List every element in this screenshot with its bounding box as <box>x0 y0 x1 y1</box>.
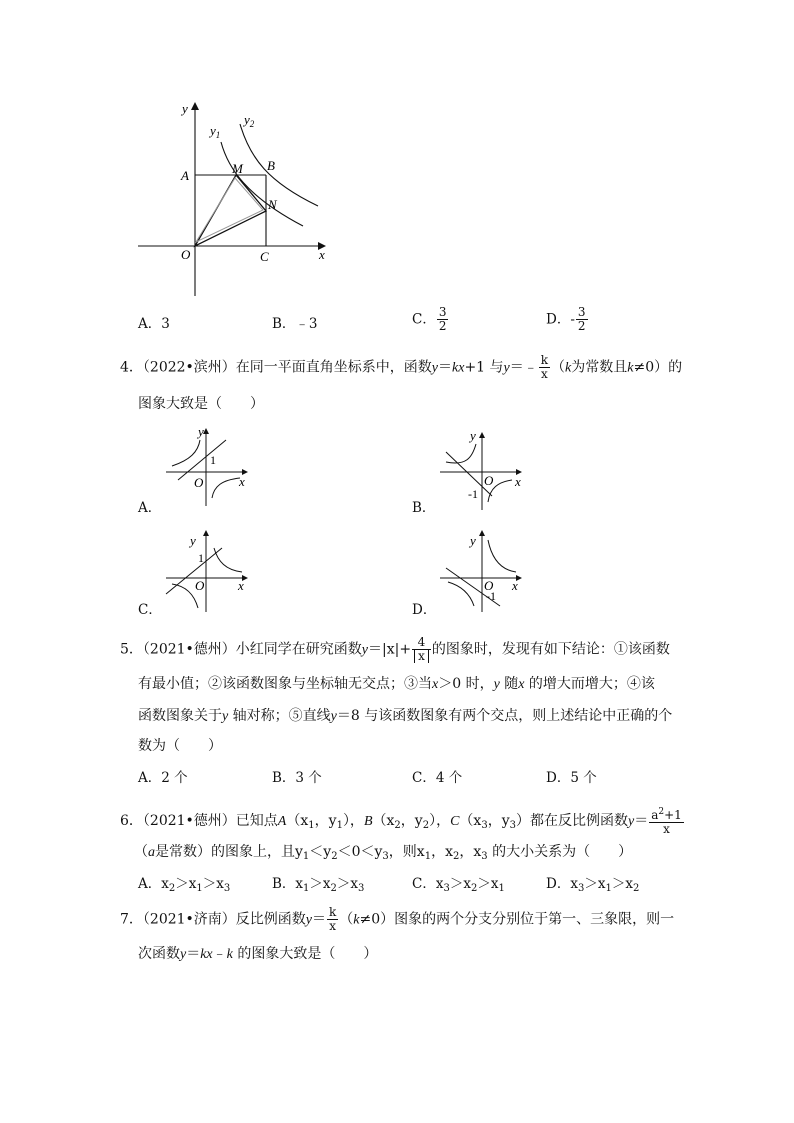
label-C: C <box>260 249 269 264</box>
svg-text:O: O <box>484 578 494 593</box>
svg-text:y: y <box>470 533 476 548</box>
q6-option-c[interactable]: C．$x_3>x_2>x_1$ <box>412 876 505 894</box>
q4-stem-line1: 4．（2022•滨州）在同一平面直角坐标系中，函数y＝kx+1 与y＝﹣ $\frac{k}{x}$ （k为常数且k≠0）的 <box>120 353 683 381</box>
q6-option-d[interactable]: D．$x_3>x_1>x_2$ <box>546 876 640 894</box>
svg-text:x: x <box>515 474 521 489</box>
svg-text:x: x <box>238 578 244 593</box>
svg-text:y: y <box>198 424 204 439</box>
q4-option-b-label[interactable]: B． <box>412 500 436 516</box>
q4-stem-line2: 图象大致是（ ） <box>138 396 264 412</box>
q7-stem-line1: 7．（2021•济南）反比例函数y＝ $\frac{k}{x}$ （k≠0）图象的两个分支分别位于第一、三象限，则一 <box>120 905 675 933</box>
q3-option-c[interactable]: C． $\frac{3}{2}$ <box>412 305 447 333</box>
q5-stem-line3: 函数图象关于y 轴对称；⑤直线y＝8 与该函数图象有两个交点，则上述结论中正确的个 <box>138 708 673 724</box>
svg-text:O: O <box>195 578 205 593</box>
q3-option-d[interactable]: D．- $\frac{3}{2}$ <box>546 305 586 333</box>
label-x: x <box>319 247 325 262</box>
label-O: O <box>181 247 191 262</box>
q4-graph-c[interactable] <box>166 534 246 612</box>
svg-text:O: O <box>194 475 204 490</box>
q5-stem-line1: 5．（2021•德州）小红同学在研究函数y＝|x|+ $\frac{4}{x}$ 的图象时，发现有如下结论：①该函数 <box>120 635 670 663</box>
q4-option-d-label[interactable]: D． <box>412 602 437 618</box>
q4-option-c-label[interactable]: C． <box>138 602 162 618</box>
q5-option-c[interactable]: C．4 个 <box>412 770 463 786</box>
q5-option-a[interactable]: A．2 个 <box>138 770 188 786</box>
q5-stem-line2: 有最小值；②该函数图象与坐标轴无交点；③当x＞0 时，y 随x 的增大而增大；④该 <box>138 676 655 692</box>
label-M: M <box>232 161 243 176</box>
q6-option-a[interactable]: A．$x_2>x_1>x_3$ <box>138 876 231 894</box>
q6-option-b[interactable]: B．$x_1>x_2>x_3$ <box>272 876 365 894</box>
q3-option-a[interactable]: A．3 <box>138 316 170 332</box>
svg-text:1: 1 <box>210 453 216 467</box>
svg-text:x: x <box>239 474 245 489</box>
svg-text:y: y <box>190 533 196 548</box>
label-y: y <box>182 101 188 116</box>
label-B: B <box>267 158 275 173</box>
q6-stem-line2: （a是常数）的图象上，且$y_1<y_2<0<y_3$，则$x_1$，$x_2$，$x_3$ 的大小关系为（ ） <box>134 844 633 862</box>
q6-stem-line1: 6．（2021•德州）已知点$A(x_1$，$y_1$），$B(x_2$，$y_2$），$C(x_3$，$y_3$）都在反比例函数y＝ $\frac{a^2+1}{x}$ <box>120 807 682 836</box>
label-y1: $y_1$ <box>210 123 221 140</box>
label-y2: $y_2$ <box>244 112 255 129</box>
svg-text:y: y <box>470 428 476 443</box>
q4-graph-b[interactable] <box>440 436 520 510</box>
svg-text:1: 1 <box>198 551 204 565</box>
q4-graph-d[interactable] <box>440 534 520 612</box>
label-A: A <box>181 168 189 183</box>
svg-text:-1: -1 <box>486 589 496 603</box>
svg-text:O: O <box>484 473 494 488</box>
q5-option-b[interactable]: B．3 个 <box>272 770 322 786</box>
q4-option-a-label[interactable]: A． <box>138 500 162 516</box>
q5-option-d[interactable]: D．5 个 <box>546 770 597 786</box>
svg-text:x: x <box>512 578 518 593</box>
q3-option-b[interactable]: B．﹣3 <box>272 316 318 332</box>
q4-graph-a[interactable] <box>166 432 246 506</box>
svg-text:-1: -1 <box>468 487 478 501</box>
q7-stem-line2: 次函数y＝kx﹣k 的图象大致是（ ） <box>138 946 378 962</box>
q5-stem-line4: 数为（ ） <box>138 738 222 754</box>
label-N: N <box>268 197 277 212</box>
